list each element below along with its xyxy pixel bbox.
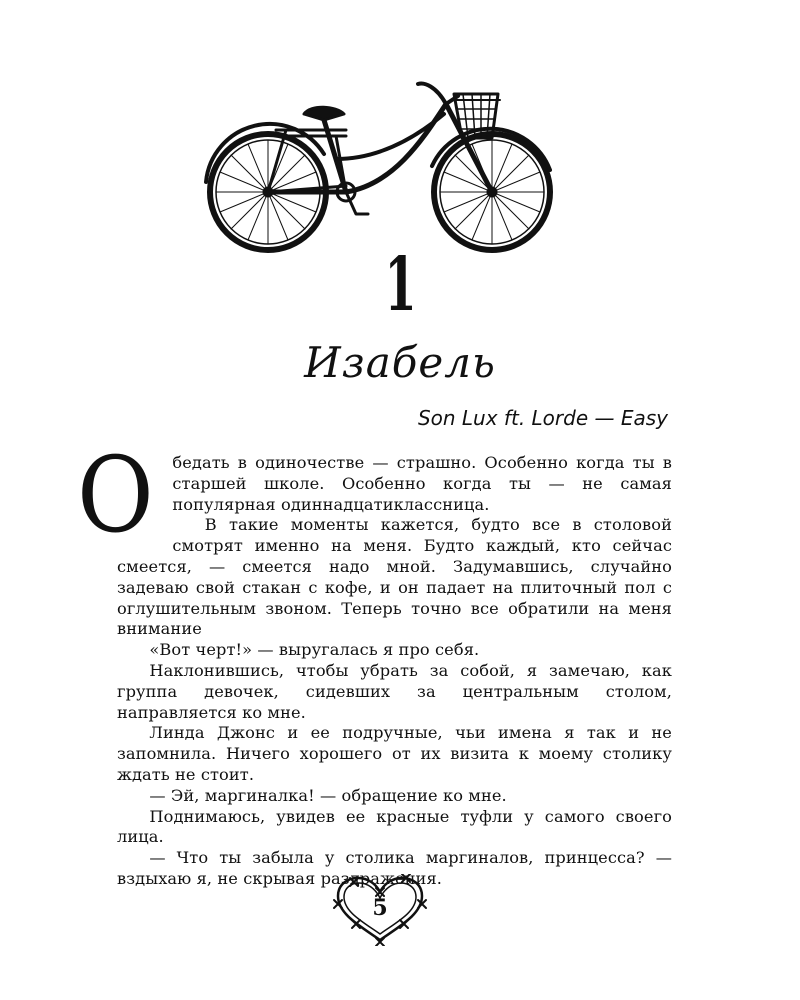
paragraph-5: Линда Джонс и ее подручные, чьи имена я так и не запомнила. Ничего хорошего от их визита к моему столику ждать не стоит. bbox=[117, 723, 672, 784]
paragraph-2: В такие моменты кажется, будто все в столовой смотрят именно на меня. Будто каждый, кто сейчас смеется, — смеется надо мной. Задумавшись, случайно задеваю свой стакан с кофе, и он падает на плиточный пол с оглушительным звоном. Теперь точно все обратили на меня внимание bbox=[117, 515, 672, 639]
paragraph-6: — Эй, маргиналка! — обращение ко мне. bbox=[149, 785, 507, 805]
epigraph: Son Lux ft. Lorde — Easy bbox=[417, 406, 668, 430]
paragraph-7: Поднимаюсь, увидев ее красные туфли у самого своего лица. bbox=[117, 806, 672, 847]
paragraph-1: бедать в одиночестве — страшно. Особенно когда ты в старшей школе. Особенно когда ты — не самая популярная одиннадцатиклассница. bbox=[172, 453, 672, 514]
drop-cap: О bbox=[77, 434, 154, 556]
paragraph-8: — Что ты забыла у столика маргиналов, принцесса? — вздыхаю я, не скрывая раздражения. bbox=[117, 848, 672, 888]
chapter-title: Изабель bbox=[304, 338, 496, 387]
bicycle-icon bbox=[196, 74, 566, 254]
page-number: 5 bbox=[372, 895, 388, 921]
chapter-body bbox=[77, 434, 672, 890]
paragraph-3: «Вот черт!» — выругалась я про себя. bbox=[149, 640, 480, 660]
paragraph-4: Наклонившись, чтобы убрать за собой, я замечаю, как группа девочек, сидевших за центральным столом, направляется ко мне. bbox=[117, 660, 672, 722]
chapter-number: 1 bbox=[384, 242, 416, 328]
